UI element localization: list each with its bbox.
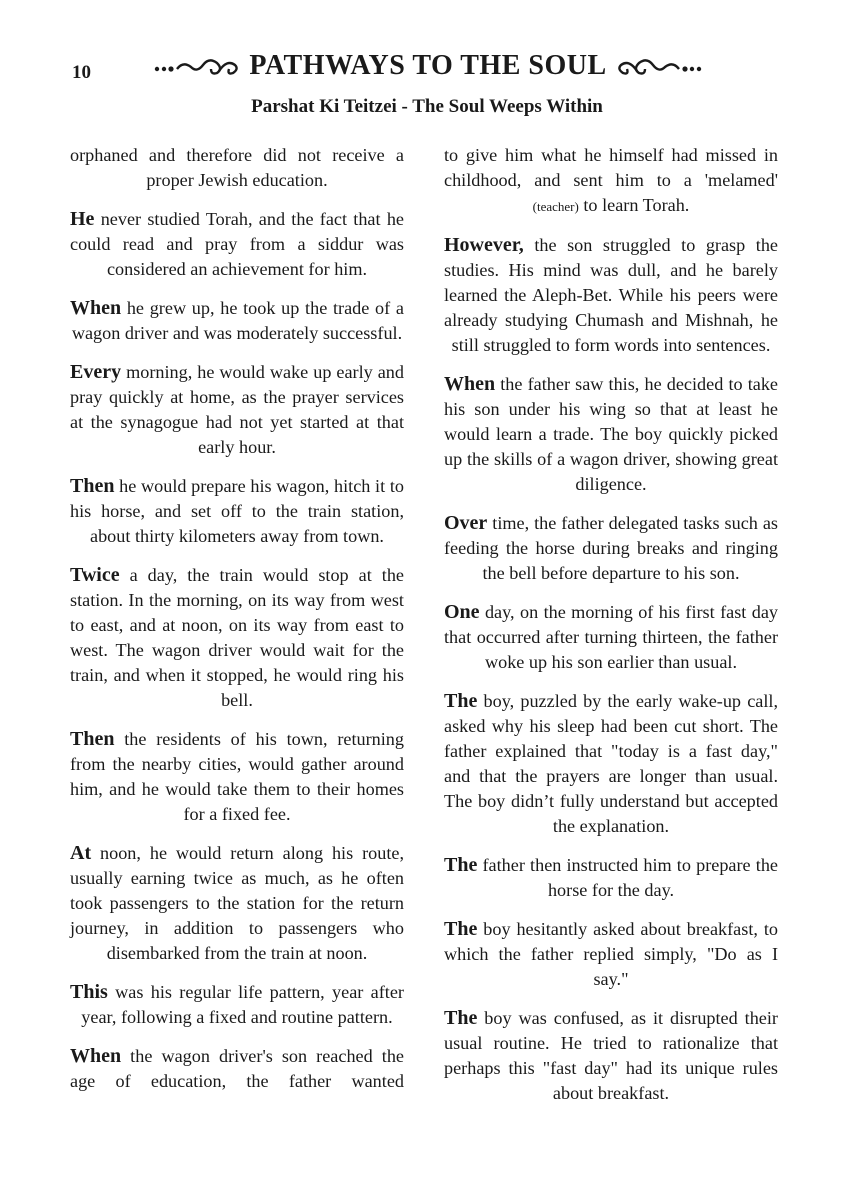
lead-word: The xyxy=(444,854,478,876)
lead-word: Then xyxy=(70,475,115,497)
paragraph-text: boy hesitantly asked about breakfast, to which the father replied simply, "Do as I say." xyxy=(444,919,778,989)
paragraph-text: noon, he would return along his route, usually earning twice as much, as he often took passengers to the station for the return journey, in addition to passengers who disembarked from the train at noon. xyxy=(70,843,404,963)
paragraph-text: morning, he would wake up early and pray quickly at home, as the prayer services at the synagogue had not yet started at that early hour. xyxy=(70,362,404,457)
lead-word: The xyxy=(444,918,478,940)
lead-word: The xyxy=(444,690,478,712)
paragraph xyxy=(70,143,404,193)
paragraph xyxy=(444,143,778,219)
paragraph xyxy=(70,296,404,346)
paragraph xyxy=(444,511,778,586)
paragraph-text: orphaned and therefore did not receive a proper Jewish education. xyxy=(70,145,404,190)
paragraph xyxy=(70,207,404,282)
lead-word: The xyxy=(444,1007,478,1029)
paragraph-text: time, the father delegated tasks such as feeding the horse during breaks and ringing the bell before departure to his son. xyxy=(444,513,778,583)
paragraph-text: to learn Torah. xyxy=(578,195,690,215)
right-flourish-icon xyxy=(615,55,703,77)
lead-word: Twice xyxy=(70,564,120,586)
lead-word: When xyxy=(70,1045,122,1067)
lead-word: Over xyxy=(444,512,488,534)
paragraph xyxy=(444,372,778,497)
paragraph xyxy=(444,233,778,358)
paragraph-text: he would prepare his wagon, hitch it to his horse, and set off to the train station, about thirty kilometers away from town. xyxy=(70,476,404,546)
right-column xyxy=(444,143,778,1120)
paragraph xyxy=(70,474,404,549)
paragraph xyxy=(444,917,778,992)
lead-word: When xyxy=(444,373,496,395)
lead-word: Then xyxy=(70,728,115,750)
paragraph-text: the father saw this, he decided to take his son under his wing so that at least he would learn a trade. The boy quickly picked up the skills of a wagon driver, showing great diligence. xyxy=(444,374,778,494)
paragraph-text: never studied Torah, and the fact that he could read and pray from a siddur was considered an achievement for him. xyxy=(70,209,404,279)
translation-note: (teacher) xyxy=(532,199,579,214)
article-subtitle: Parshat Ki Teitzei - The Soul Weeps Within xyxy=(251,96,603,117)
article-body xyxy=(70,143,778,1120)
paragraph-text: day, on the morning of his first fast day that occurred after turning thirteen, the father woke up his son earlier than usual. xyxy=(444,602,778,672)
lead-word: He xyxy=(70,208,95,230)
paragraph-text: the residents of his town, returning from the nearby cities, would gather around him, and he would take them to their homes for a fixed fee. xyxy=(70,729,404,824)
running-header xyxy=(0,50,846,118)
paragraph-text: he grew up, he took up the trade of a wagon driver and was moderately successful. xyxy=(71,298,404,343)
lead-word: This xyxy=(70,981,108,1003)
lead-word: At xyxy=(70,842,92,864)
paragraph-text: to give him what he himself had missed in childhood, and sent him to a 'melamed' xyxy=(444,145,778,190)
paragraph xyxy=(444,1006,778,1106)
paragraph-text: boy was confused, as it disrupted their usual routine. He tried to rationalize that perhaps this "fast day" had its unique rules about breakfast. xyxy=(444,1008,778,1103)
lead-word: When xyxy=(70,297,122,319)
paragraph xyxy=(70,360,404,460)
lead-word: Every xyxy=(70,361,122,383)
paragraph-text: the son struggled to grasp the studies. His mind was dull, and he barely learned the Aleph-Bet. While his peers were already studying Chumash and Mishnah, he still struggled to form words into sentences. xyxy=(444,235,778,355)
lead-word: One xyxy=(444,601,480,623)
paragraph-text: father then instructed him to prepare the horse for the day. xyxy=(477,855,778,900)
left-column xyxy=(70,143,404,1120)
publication-title: PATHWAYS TO THE SOUL xyxy=(249,50,607,81)
paragraph xyxy=(70,841,404,966)
paragraph xyxy=(444,689,778,839)
paragraph-text: a day, the train would stop at the station. In the morning, on its way from west to east, and at noon, on its way from east to west. The wagon driver would wait for the train, and when it stopped, he would ring his bell. xyxy=(70,565,404,710)
paragraph-text: boy, puzzled by the early wake-up call, asked why his sleep had been cut short. The father explained that "today is a fast day," and that the prayers are longer than usual. The boy didn’t fully understand but accepted the explanation. xyxy=(444,691,778,836)
paragraph-text: was his regular life pattern, year after year, following a fixed and routine pattern. xyxy=(81,982,404,1027)
lead-word: However, xyxy=(444,234,524,256)
page-number: 10 xyxy=(72,62,91,83)
left-flourish-icon xyxy=(153,55,241,77)
paragraph-text: the wagon driver's son reached the age of education, the father wanted xyxy=(70,1046,404,1091)
header-title-line xyxy=(10,50,846,82)
paragraph xyxy=(70,980,404,1030)
paragraph xyxy=(444,600,778,675)
paragraph xyxy=(70,1044,404,1094)
paragraph xyxy=(444,853,778,903)
paragraph xyxy=(70,727,404,827)
paragraph xyxy=(70,563,404,713)
